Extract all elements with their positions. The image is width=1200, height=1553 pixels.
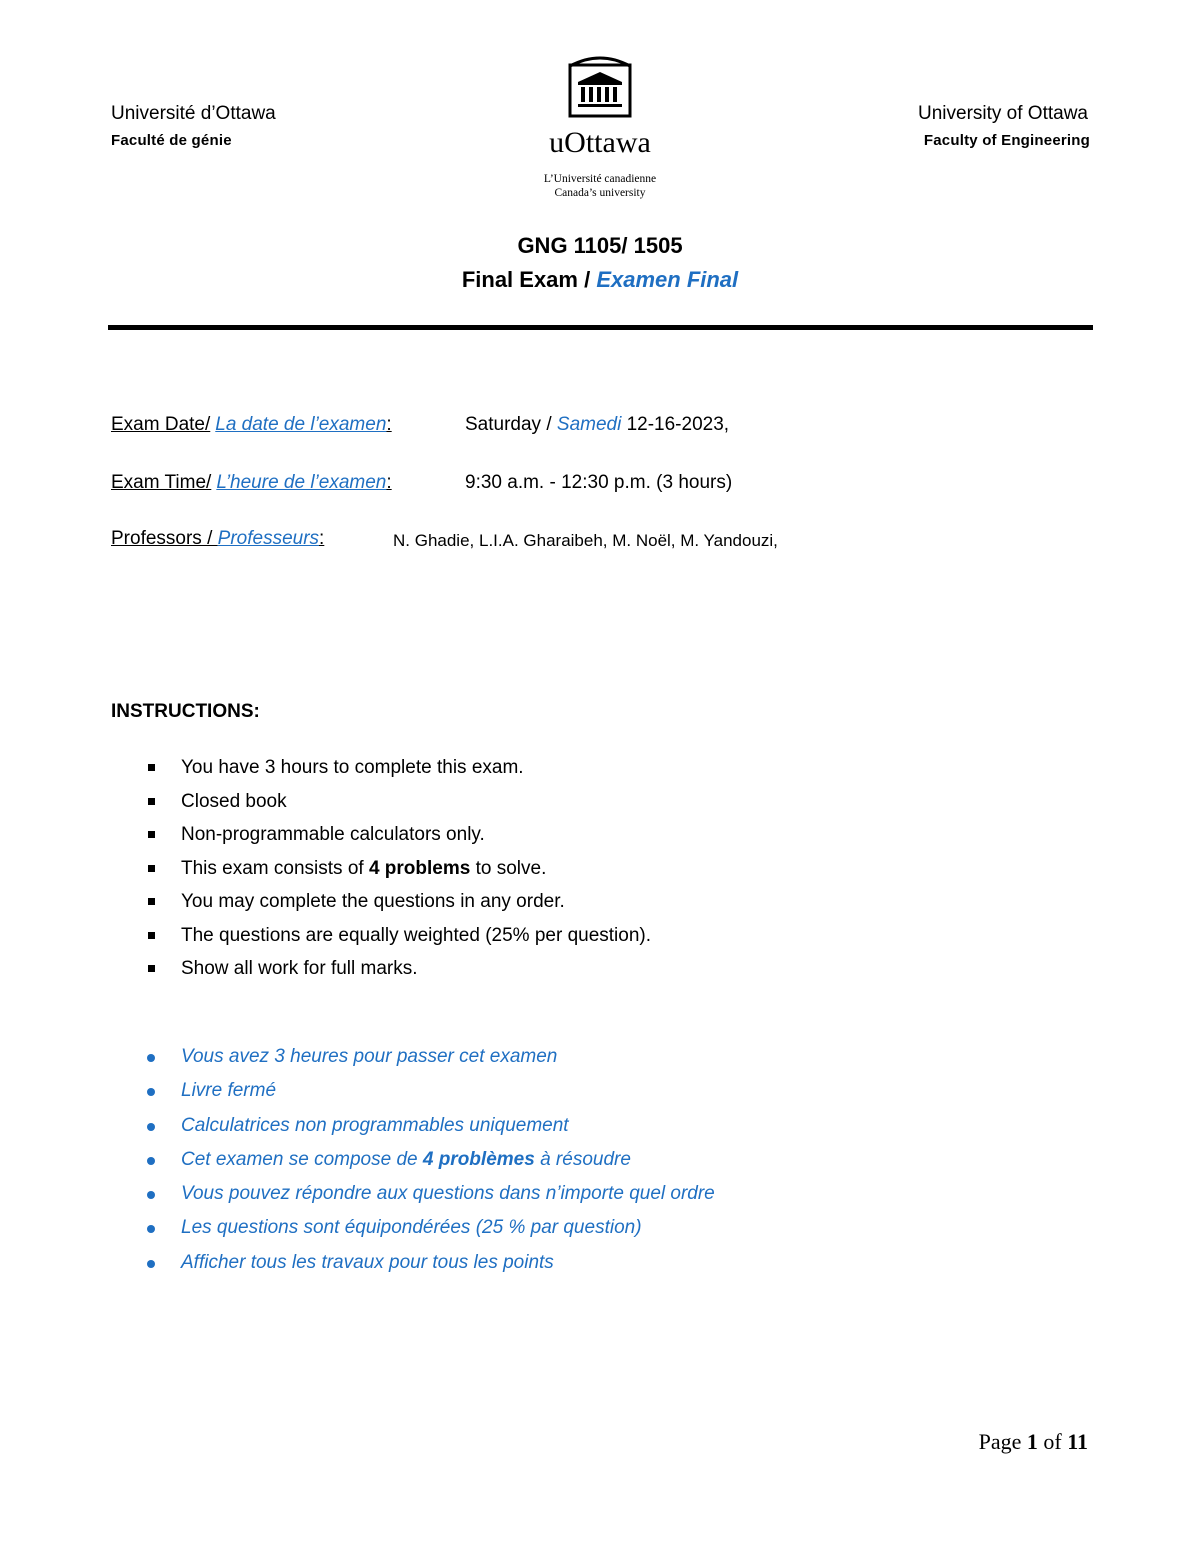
professors-label-fr: Professeurs xyxy=(217,528,320,549)
list-item: Closed book xyxy=(145,790,651,824)
exam-title-fr: Examen Final xyxy=(596,267,739,292)
exam-title-sep: / xyxy=(577,267,597,292)
uottawa-logo xyxy=(530,48,670,208)
logo-tagline-en: Canada’s university xyxy=(554,187,646,199)
list-item: You may complete the questions in any order. xyxy=(145,890,651,924)
instructions-heading: INSTRUCTIONS: xyxy=(111,701,260,722)
exam-date-label-en: Exam Date/ xyxy=(111,414,211,435)
header-faculty-en: Faculty of Engineering xyxy=(923,132,1090,149)
professors-value: N. Ghadie, L.I.A. Gharaibeh, M. Noël, M. Yandouzi, xyxy=(393,531,778,550)
course-code: GNG 1105/ 1505 xyxy=(517,233,683,258)
list-item: Vous pouvez répondre aux questions dans n’importe quel ordre xyxy=(145,1182,715,1216)
professors-label-en: Professors / xyxy=(111,528,218,549)
list-item: The questions are equally weighted (25% per question). xyxy=(145,924,651,958)
list-item: You have 3 hours to complete this exam. xyxy=(145,756,651,790)
header-university-en: University of Ottawa xyxy=(918,103,1088,124)
header-faculty-fr: Faculté de génie xyxy=(111,132,232,149)
list-item: Cet examen se compose de 4 problèmes à résoudre xyxy=(145,1148,715,1182)
exam-date: 12-16-2023, xyxy=(621,414,730,435)
page-number: Page 1 of 11 xyxy=(978,1429,1088,1454)
exam-title xyxy=(0,267,1200,293)
list-item: Show all work for full marks. xyxy=(145,957,651,991)
exam-time-value: 9:30 a.m. - 12:30 p.m. (3 hours) xyxy=(465,472,733,493)
list-item: Non-programmable calculators only. xyxy=(145,823,651,857)
exam-time-label-fr: L’heure de l’examen xyxy=(216,472,387,493)
list-item: Vous avez 3 heures pour passer cet examen xyxy=(145,1045,715,1079)
list-item: Livre fermé xyxy=(145,1079,715,1113)
exam-day-fr: Samedi xyxy=(556,414,622,435)
exam-day-en: Saturday / xyxy=(465,414,557,435)
list-item: Calculatrices non programmables uniquement xyxy=(145,1114,715,1148)
header-university-fr: Université d’Ottawa xyxy=(111,103,276,124)
university-building-icon xyxy=(530,48,670,120)
exam-date-label-fr: La date de l’examen xyxy=(215,414,387,435)
list-item: Afficher tous les travaux pour tous les points xyxy=(145,1251,715,1285)
instructions-list-fr xyxy=(145,1045,715,1285)
exam-date-value xyxy=(465,413,729,437)
instructions-list-en xyxy=(145,756,651,991)
professors-label: Professors / Professeurs: xyxy=(111,528,325,549)
logo-tagline-fr: L’Université canadienne xyxy=(543,173,657,185)
exam-time-label: Exam Time/ L’heure de l’examen: xyxy=(111,472,392,493)
exam-date-label: Exam Date/ La date de l’examen: xyxy=(111,414,392,435)
list-item: This exam consists of 4 problems to solve. xyxy=(145,857,651,891)
exam-time-label-en: Exam Time/ xyxy=(111,472,212,493)
title-divider xyxy=(108,325,1093,330)
exam-title-en: Final Exam xyxy=(461,267,578,292)
list-item: Les questions sont équipondérées (25 % par question) xyxy=(145,1216,715,1250)
logo-wordmark: uOttawa xyxy=(549,126,651,159)
